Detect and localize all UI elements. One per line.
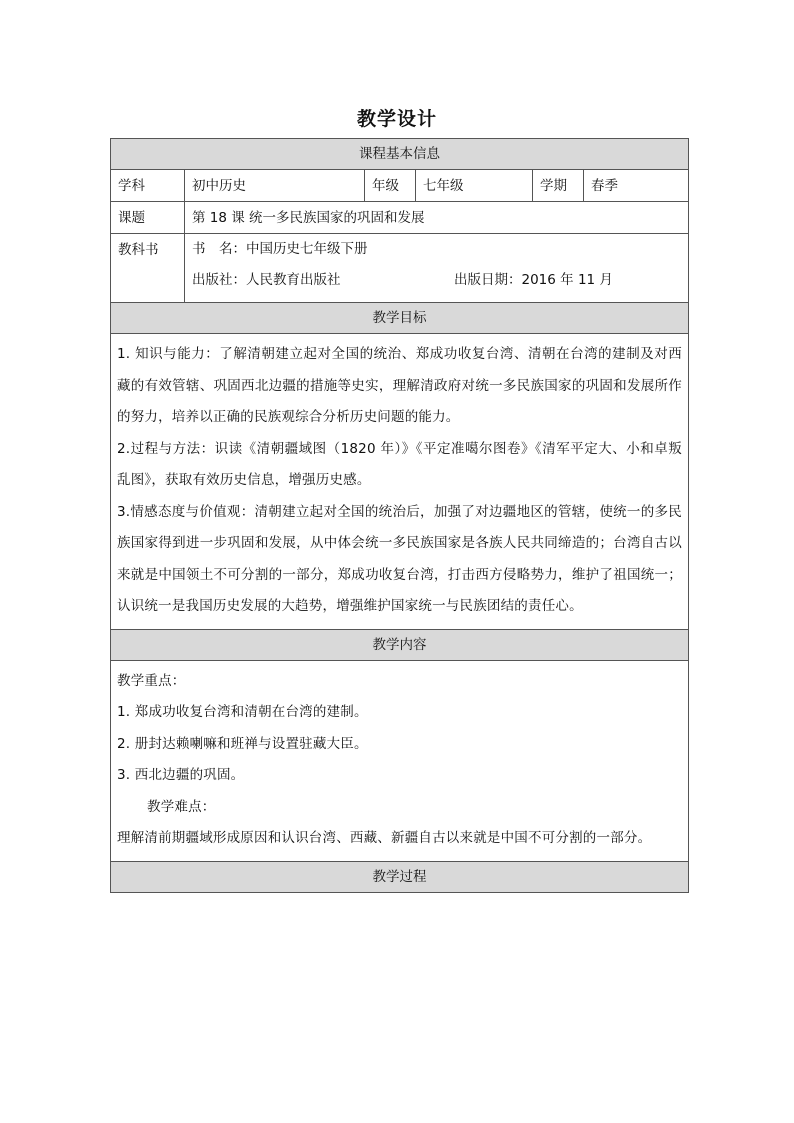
textbook-label: 教科书 bbox=[111, 234, 185, 303]
topic-value: 第 18 课 统一多民族国家的巩固和发展 bbox=[185, 202, 689, 234]
subject-row bbox=[111, 170, 689, 202]
topic-row bbox=[111, 202, 689, 234]
subject-value: 初中历史 bbox=[185, 170, 365, 202]
objective-item: 2.过程与方法：识读《清朝疆域图（1820 年）》《平定准噶尔图卷》《清军平定大、小和卓叛乱图》，获取有效历史信息，增强历史感。 bbox=[117, 440, 682, 488]
grade-value: 七年级 bbox=[416, 170, 533, 202]
key-point-item: 1. 郑成功收复台湾和清朝在台湾的建制。 bbox=[117, 704, 368, 720]
key-points-label: 教学重点： bbox=[117, 672, 186, 689]
topic-label: 课题 bbox=[111, 202, 185, 234]
textbook-row bbox=[111, 234, 689, 303]
content-cell bbox=[111, 660, 689, 861]
content-row bbox=[111, 660, 689, 861]
publish-date: 出版日期：2016 年 11 月 bbox=[454, 272, 613, 288]
section-header-basic-info: 课程基本信息 bbox=[111, 139, 689, 170]
textbook-details bbox=[185, 234, 689, 303]
section-header-content: 教学内容 bbox=[111, 629, 689, 660]
section-header-objectives: 教学目标 bbox=[111, 303, 689, 334]
document-title: 教学设计 bbox=[356, 108, 437, 130]
section-header-process: 教学过程 bbox=[111, 861, 689, 892]
objectives-row bbox=[111, 334, 689, 630]
book-name: 书 名：中国历史七年级下册 bbox=[192, 241, 368, 257]
term-label: 学期 bbox=[533, 170, 584, 202]
subject-label: 学科 bbox=[111, 170, 185, 202]
key-point-item: 3. 西北边疆的巩固。 bbox=[117, 767, 245, 783]
objectives-cell bbox=[111, 334, 689, 630]
grade-label: 年级 bbox=[365, 170, 416, 202]
objective-item: 1. 知识与能力：了解清朝建立起对全国的统治、郑成功收复台湾、清朝在台湾的建制及对西藏的有效管辖、巩固西北边疆的措施等史实，理解清政府对统一多民族国家的巩固和发展所作的努力，培养以正确的民族观综合分析历史问题的能力。 bbox=[117, 346, 682, 425]
key-point-item: 2. 册封达赖喇嘛和班禅与设置驻藏大臣。 bbox=[117, 735, 368, 752]
lesson-plan-table bbox=[110, 138, 689, 893]
book-name-line bbox=[185, 234, 688, 265]
difficulty-label: 教学难点： bbox=[147, 798, 216, 815]
objective-item: 3.情感态度与价值观：清朝建立起对全国的统治后，加强了对边疆地区的管辖，使统一的多民族国家得到进一步巩固和发展，从中体会统一多民族国家是各族人民共同缔造的；台湾自古以来就是中国领土不可分割的一部分，郑成功收复台湾，打击西方侵略势力，维护了祖国统一；认识统一是我国历史发展的大趋势，增强维护国家统一与民族团结的责任心。 bbox=[117, 503, 682, 614]
term-value: 春季 bbox=[584, 170, 689, 202]
difficulty-text: 理解清前期疆域形成原因和认识台湾、西藏、新疆自古以来就是中国不可分割的一部分。 bbox=[117, 830, 652, 846]
publisher-line bbox=[185, 265, 688, 296]
publisher: 出版社：人民教育出版社 bbox=[192, 272, 341, 288]
